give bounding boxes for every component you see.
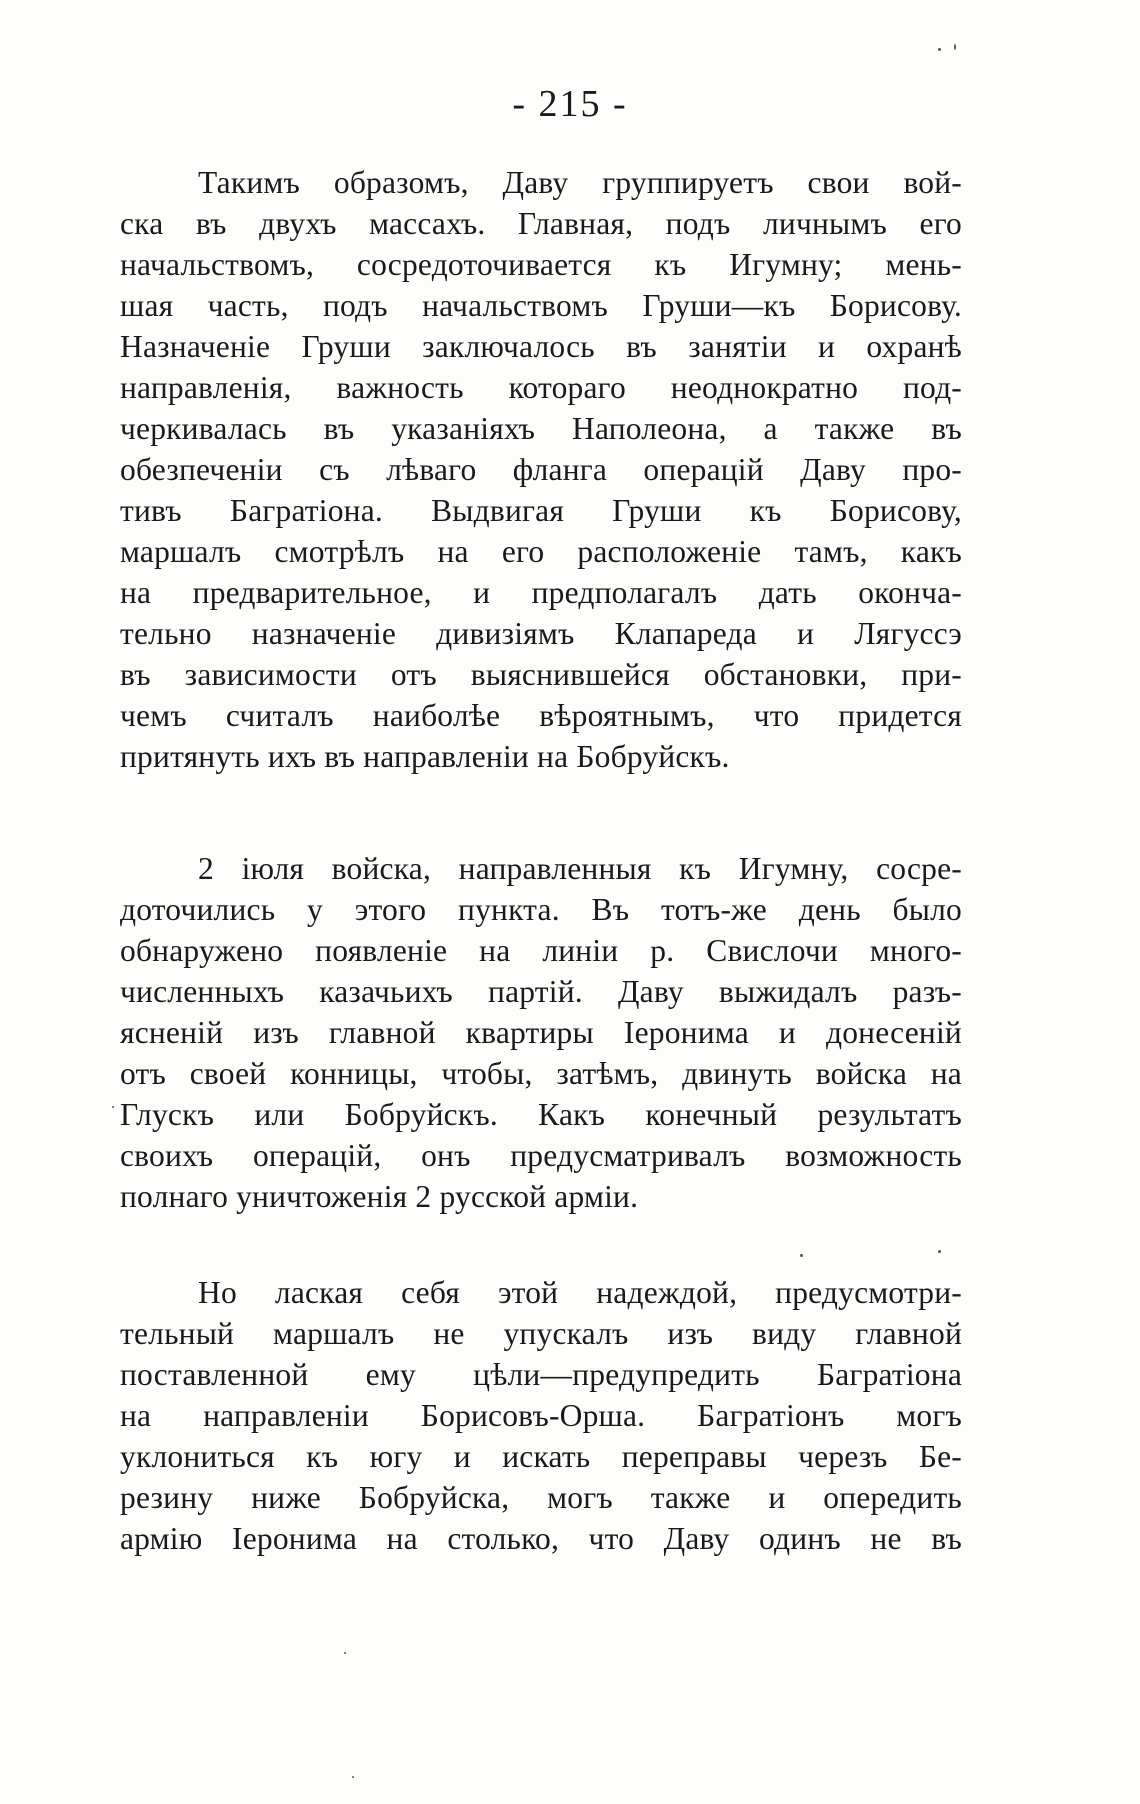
text-line: на предварительное, и предполагалъ дать оконча- <box>120 575 962 610</box>
paragraph-3 <box>120 1272 962 1559</box>
scan-speck <box>112 1106 114 1108</box>
scan-speck <box>800 1254 803 1257</box>
text-line: на направленіи Борисовъ-Орша. Багратіонъ могъ <box>120 1398 962 1433</box>
text-line: шая часть, подъ начальствомъ Груши—къ Борисову. <box>120 288 962 323</box>
page-number: - 215 - <box>512 83 628 125</box>
text-line: обезпеченіи съ лѣваго фланга операцій Даву про- <box>120 452 962 487</box>
text-line: тельно назначеніе дивизіямъ Клапареда и Лягуссэ <box>120 616 962 651</box>
text-line: въ зависимости отъ выяснившейся обстановки, при- <box>120 657 962 692</box>
text-line: Такимъ образомъ, Даву группируетъ свои вой- <box>198 165 962 200</box>
text-line: поставленной ему цѣли—предупредить Багратіона <box>120 1357 962 1392</box>
paragraph-1 <box>120 162 962 777</box>
text-line: обнаружено появленіе на линіи р. Свислочи много- <box>120 933 962 968</box>
text-line: ска въ двухъ массахъ. Главная, подъ личнымъ его <box>120 206 962 241</box>
scan-speck <box>938 1250 941 1253</box>
text-line: армію Іеронима на столько, что Даву одинъ не въ <box>120 1521 962 1556</box>
scan-speck <box>344 1652 346 1654</box>
scan-speck <box>954 44 956 50</box>
text-line: черкивалась въ указаніяхъ Наполеона, а также въ <box>120 411 962 446</box>
text-line: своихъ операцій, онъ предусматривалъ возможность <box>120 1138 962 1173</box>
text-line: тивъ Багратіона. Выдвигая Груши къ Борисову, <box>120 493 962 528</box>
scan-speck <box>352 1776 354 1778</box>
text-line: Назначеніе Груши заключалось въ занятіи и охранѣ <box>120 329 962 364</box>
text-line: ясненій изъ главной квартиры Іеронима и донесеній <box>120 1015 962 1050</box>
text-line: Но лаская себя этой надеждой, предусмотри- <box>198 1275 962 1310</box>
text-line: начальствомъ, сосредоточивается къ Игумну; мень- <box>120 247 962 282</box>
text-line: резину ниже Бобруйска, могъ также и опередить <box>120 1480 962 1515</box>
text-line: направленія, важность котораго неоднократно под- <box>120 370 962 405</box>
text-line: доточились у этого пункта. Въ тотъ-же день было <box>120 892 962 927</box>
text-line: уклониться къ югу и искать переправы черезъ Бе- <box>120 1439 962 1474</box>
text-line: 2 іюля войска, направленныя къ Игумну, сосре- <box>198 851 962 886</box>
paragraph-2 <box>120 848 962 1217</box>
text-line: численныхъ казачьихъ партій. Даву выжидалъ разъ- <box>120 974 962 1009</box>
text-line: маршалъ смотрѣлъ на его расположеніе тамъ, какъ <box>120 534 962 569</box>
text-line: тельный маршалъ не упускалъ изъ виду главной <box>120 1316 962 1351</box>
text-line: чемъ считалъ наиболѣе вѣроятнымъ, что придется <box>120 698 962 733</box>
text-line: полнаго уничтоженія 2 русской арміи. <box>120 1179 639 1214</box>
text-line: отъ своей конницы, чтобы, затѣмъ, двинуть войска на <box>120 1056 962 1091</box>
text-line: притянуть ихъ въ направленіи на Бобруйскъ. <box>120 739 730 774</box>
scan-speck <box>938 48 941 51</box>
text-line: Глускъ или Бобруйскъ. Какъ конечный результатъ <box>120 1097 962 1132</box>
